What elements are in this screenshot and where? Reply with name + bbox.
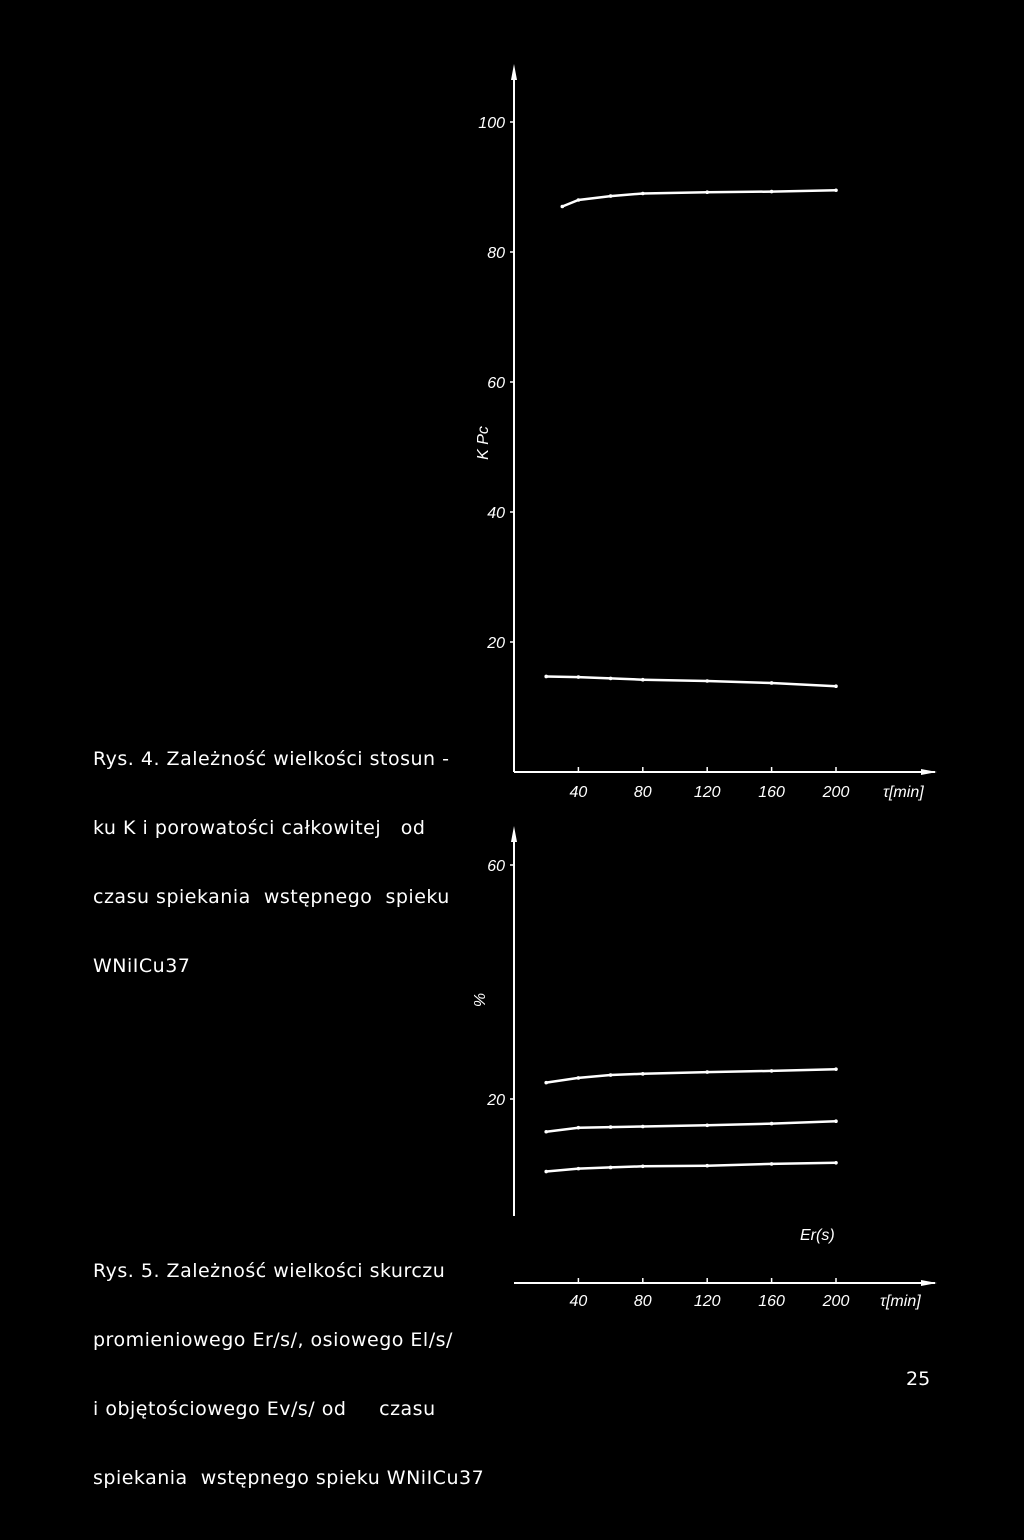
caption-line: WNiICu37 <box>93 955 191 977</box>
series-3-point <box>641 1164 645 1168</box>
y-tick-label: 60 <box>487 858 505 875</box>
series-2-point <box>770 1122 774 1126</box>
series-2-point <box>577 1126 581 1130</box>
series-1-point <box>641 1072 645 1076</box>
series-line-2 <box>546 1121 836 1132</box>
y-tick-label: 80 <box>487 245 505 262</box>
series-3-point <box>705 1164 709 1168</box>
x-axis-title: τ[min] <box>880 1293 921 1310</box>
series-3-point <box>609 1166 613 1170</box>
x-tick-label: 40 <box>569 784 588 801</box>
series-annotation: Er(s) <box>800 1227 835 1244</box>
x-tick-label: 80 <box>633 784 652 801</box>
x-tick-label: 200 <box>822 1293 850 1310</box>
y-tick-label: 100 <box>478 115 505 132</box>
series-2-point <box>641 1125 645 1129</box>
y-axis-title: % <box>472 992 489 1008</box>
caption-line: czasu spiekania wstępnego spieku <box>93 886 450 908</box>
x-tick-label: 200 <box>822 784 850 801</box>
series-1-point <box>544 1081 548 1085</box>
series-2-point <box>544 1130 548 1134</box>
y-axis-title: K Pc <box>475 426 492 460</box>
y-tick-label: 20 <box>487 635 505 652</box>
x-tick-label: 160 <box>758 1293 785 1310</box>
x-tick-label: 80 <box>633 1293 652 1310</box>
y-tick-label: 20 <box>487 1092 505 1109</box>
x-tick-label: 120 <box>693 1293 721 1310</box>
caption-line: promieniowego Er/s/, osiowego El/s/ <box>93 1329 453 1351</box>
series-3-point <box>544 1170 548 1174</box>
series-3-point <box>577 1167 581 1171</box>
series-3-point <box>770 1162 774 1166</box>
y-axis-arrow <box>511 826 517 842</box>
series-line-1 <box>546 1069 836 1082</box>
caption-line: spiekania wstępnego spieku WNiICu37 <box>93 1467 485 1489</box>
series-2-point <box>609 1125 613 1129</box>
x-tick-label: 120 <box>693 784 721 801</box>
series-1-point <box>770 1069 774 1073</box>
caption-line: i objętościowego Ev/s/ od czasu <box>93 1398 436 1420</box>
x-axis-arrow <box>921 1280 937 1286</box>
y-tick-label: 40 <box>487 505 505 522</box>
y-tick-label: 60 <box>487 375 505 392</box>
series-1-point <box>577 1076 581 1080</box>
caption-line: Rys. 5. Zależność wielkości skurczu <box>93 1260 446 1282</box>
series-1-point <box>609 1073 613 1077</box>
x-tick-label: 40 <box>569 1293 588 1310</box>
x-tick-label: 160 <box>758 784 785 801</box>
series-3-point <box>834 1161 838 1165</box>
series-2-point <box>705 1124 709 1128</box>
series-1-point <box>834 1067 838 1071</box>
x-axis-title: τ[min] <box>883 784 924 801</box>
series-2-point <box>834 1119 838 1123</box>
series-1-point <box>705 1070 709 1074</box>
caption-line: ku K i porowatości całkowitej od <box>93 817 426 839</box>
caption-line: Rys. 4. Zależność wielkości stosun - <box>93 748 450 770</box>
page-number: 25 <box>906 1368 931 1390</box>
series-line-3 <box>546 1163 836 1172</box>
